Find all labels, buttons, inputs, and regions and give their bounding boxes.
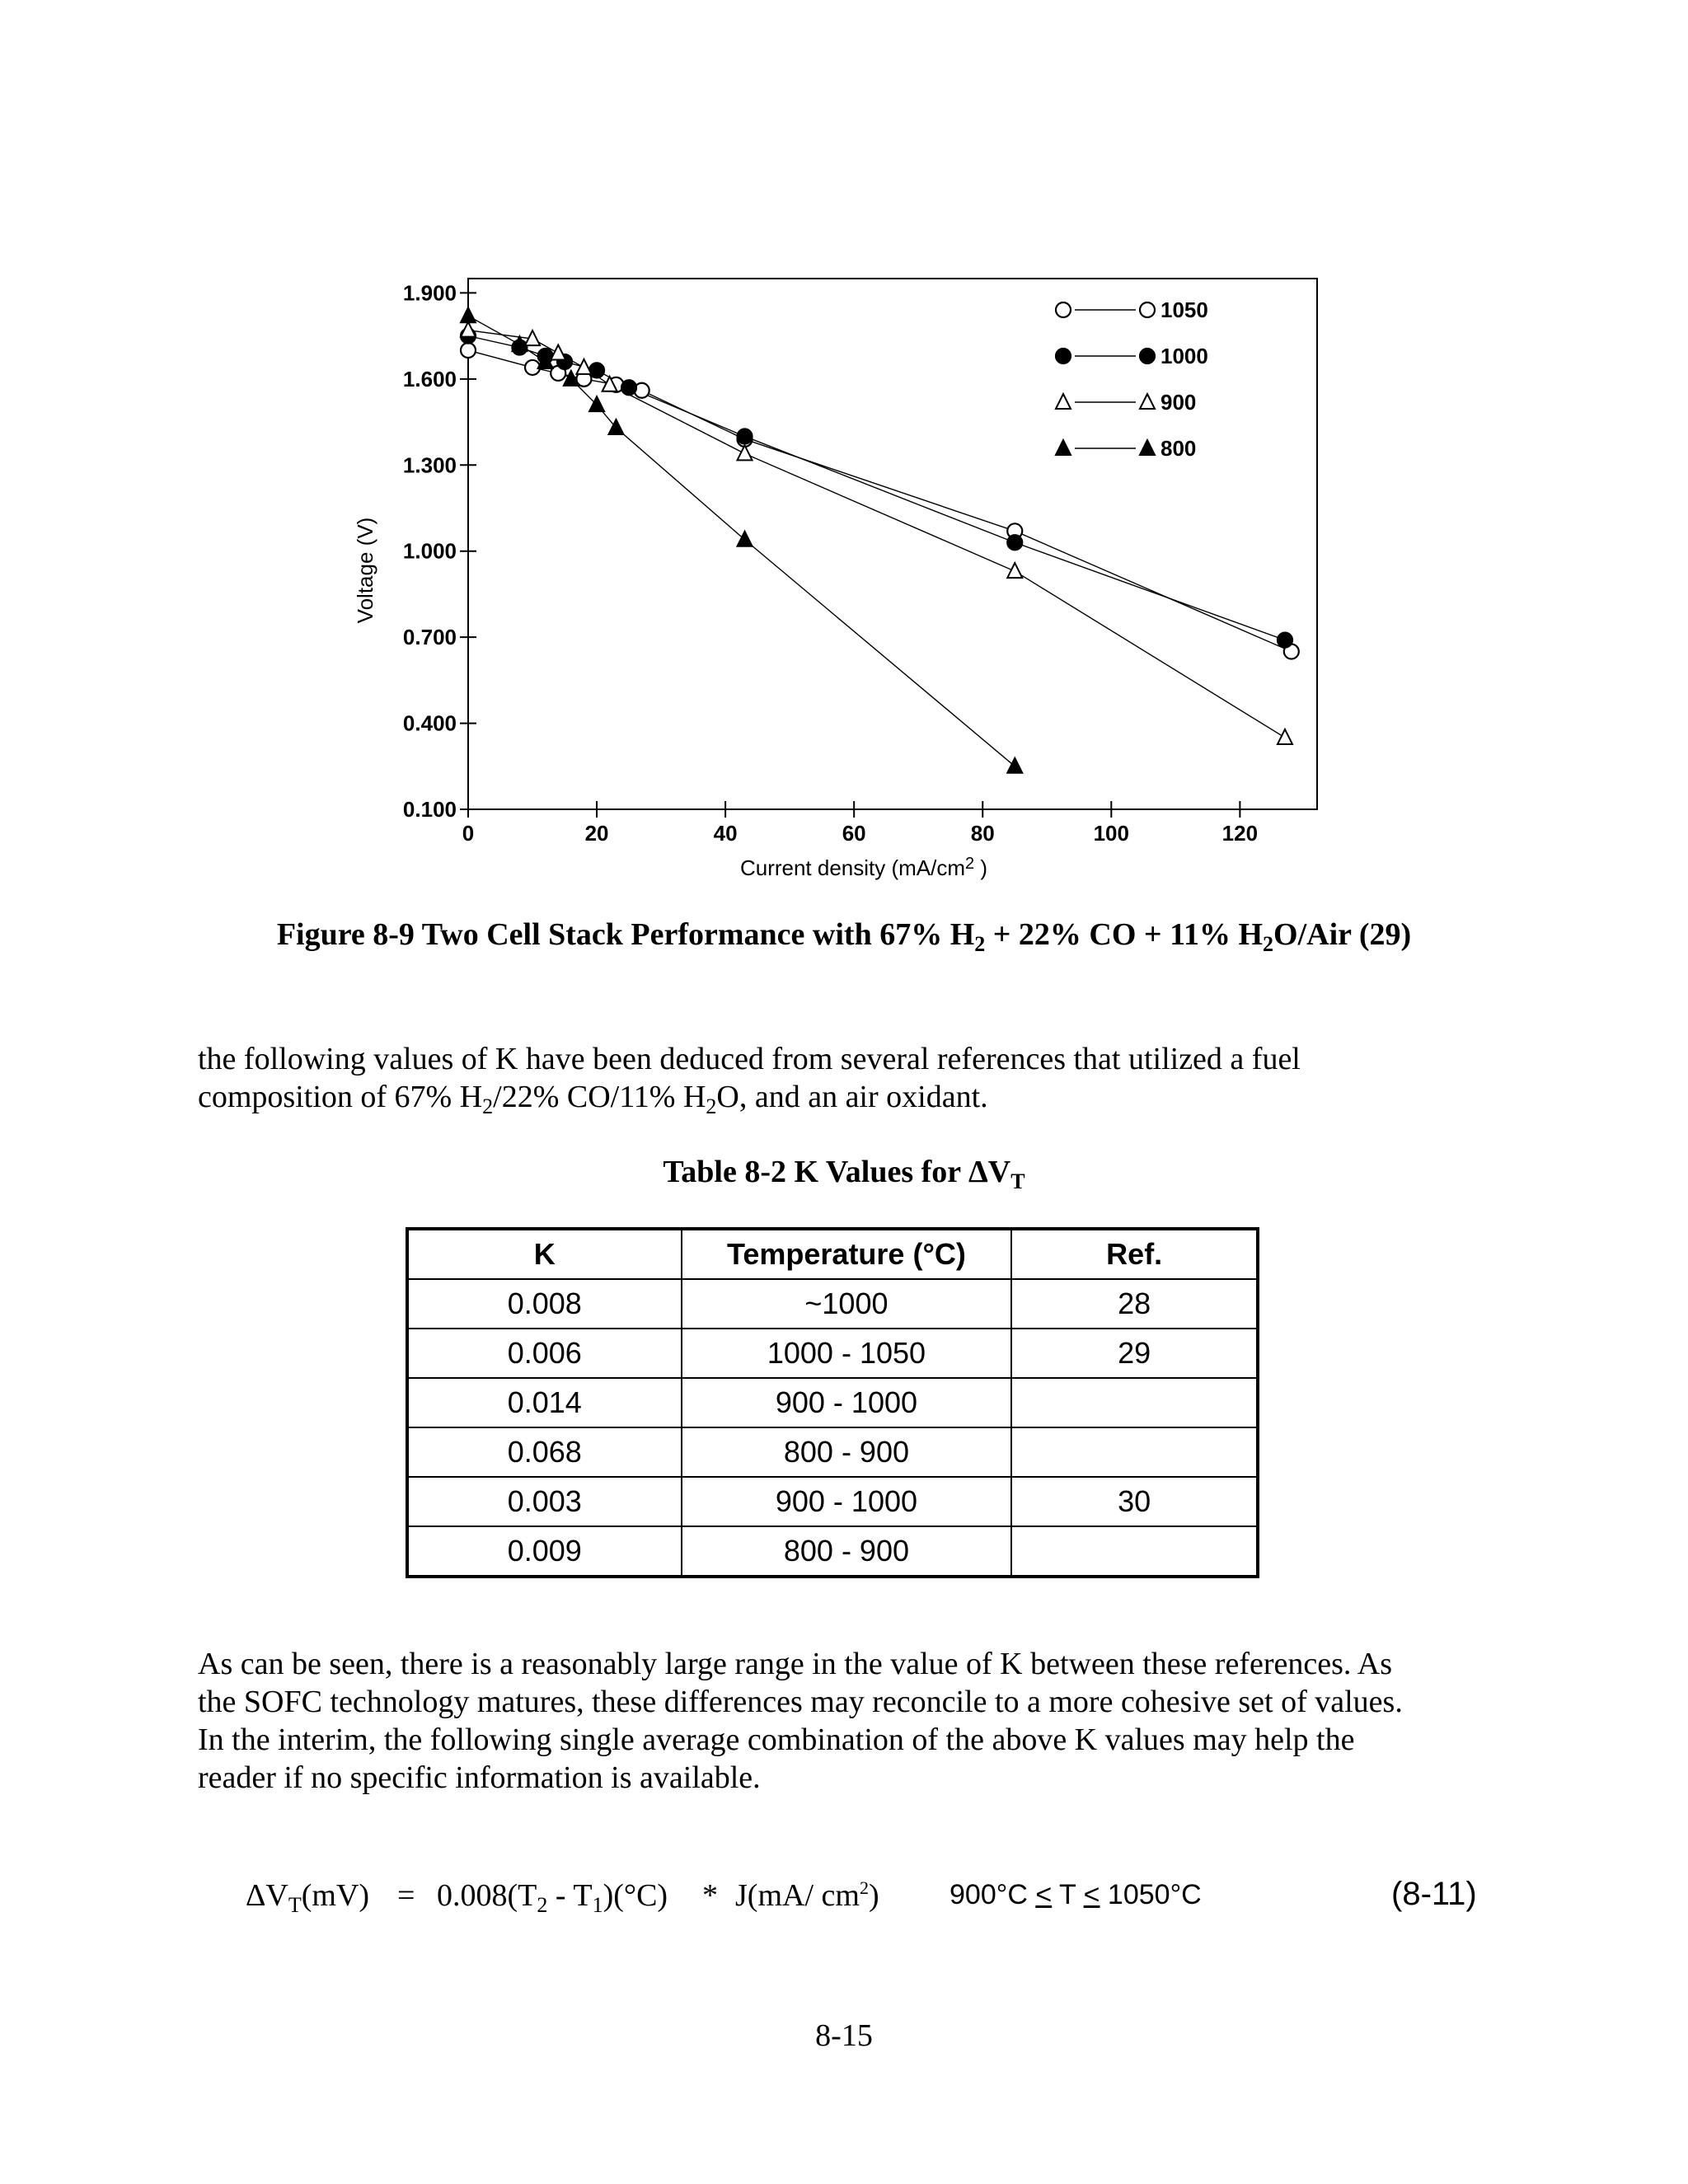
legend-label: 1000 [1160,344,1208,368]
x-tick-label: 0 [462,821,475,846]
legend-marker [1140,440,1155,455]
x-tick-label: 100 [1093,821,1129,846]
header-k: K [407,1229,682,1279]
table-row [407,1526,1258,1577]
cell-ref: 28 [1011,1279,1258,1329]
paragraph-line: In the interim, the following single average combination of the above K values may help the [198,1722,1355,1757]
data-point-1000 [1007,535,1022,550]
y-tick-label: 0.100 [402,797,457,822]
y-tick-label: 1.300 [402,452,457,478]
y-tick-label: 1.600 [402,366,457,391]
equation-lhs: $\Delta V_T(mV)$ [246,1878,370,1917]
chart-legend [1056,298,1208,461]
table-row [407,1378,1258,1427]
cell-temperature: 1000 - 1050 [682,1329,1012,1378]
paragraph-line: composition of 67% $H_2/22\%$ CO/11% $H_2O$, and an air oxidant. [198,1080,988,1118]
performance-chart [330,255,1343,898]
cell-k: 0.003 [407,1477,682,1526]
cell-temperature: 900 - 1000 [682,1378,1012,1427]
legend-marker [1056,349,1071,363]
cell-ref [1011,1427,1258,1477]
table-row [407,1279,1258,1329]
legend-marker [1056,394,1071,409]
cell-ref: 30 [1011,1477,1258,1526]
data-point-800 [738,532,753,546]
data-point-900 [1278,729,1292,744]
cell-temperature: 800 - 900 [682,1427,1012,1477]
x-tick-label: 40 [713,821,738,846]
y-tick-label: 0.400 [402,710,457,736]
y-axis-label: Voltage (V) [353,517,377,624]
figure-caption: Figure 8-9 Two Cell Stack Performance with 67% $H_2 + 22\%$ CO + 11% $H_2O$/Air (29) [276,917,1412,956]
x-axis-label: Current density ($mA/cm^2$ ) [739,855,988,880]
data-point-900 [1007,563,1022,578]
legend-label: 900 [1160,390,1197,415]
cell-k: 0.006 [407,1329,682,1378]
equation-temperature-range: 900°C < T < 1050°C [950,1879,1202,1910]
x-tick-label: 20 [584,821,609,846]
x-tick-label: 80 [970,821,995,846]
data-point-900 [461,322,476,337]
data-point-1000 [738,429,753,443]
table-row [407,1477,1258,1526]
cell-k: 0.014 [407,1378,682,1427]
equation-current: J(mA/ $cm^2$) [735,1877,879,1913]
table-row [407,1427,1258,1477]
paragraph-line: the following values of K have been deduced from several references that utilized a fuel [198,1042,1301,1076]
data-point-800 [1007,758,1022,773]
paragraph-line: As can be seen, there is a reasonably large range in the value of K between these references. As [198,1647,1393,1681]
paragraph-line: reader if no specific information is available. [198,1760,761,1795]
legend-marker [1140,302,1155,317]
cell-k: 0.009 [407,1526,682,1577]
equation-number: (8-11) [1391,1876,1477,1912]
paragraph-discussion [198,1645,1550,1797]
legend-label: 800 [1160,436,1197,461]
equation-rhs: $0.008(T_2 - T_1)(^\circ C)$ [437,1878,668,1917]
cell-ref [1011,1378,1258,1427]
paragraph-intro [198,1040,1550,1116]
table-caption: Table 8-2 K Values for $\Delta V_T$ [663,1155,1025,1193]
paragraph-line: the SOFC technology matures, these differences may reconcile to a more cohesive set of values. [198,1685,1403,1719]
cell-temperature: 800 - 900 [682,1526,1012,1577]
data-point-1050 [461,343,476,358]
equation-multiply: * [702,1878,718,1913]
y-tick-label: 1.000 [402,538,457,564]
data-point-900 [576,359,591,374]
x-tick-label: 60 [842,821,866,846]
series-markers [461,307,1299,773]
legend-label: 1050 [1160,298,1208,322]
legend-marker [1056,440,1071,455]
data-point-900 [551,345,565,360]
cell-temperature: ~1000 [682,1279,1012,1329]
data-point-1000 [621,380,636,395]
page-number: 8-15 [815,2018,873,2053]
cell-k: 0.008 [407,1279,682,1329]
y-tick-label: 1.900 [402,280,457,306]
k-values-table [406,1227,1259,1578]
header-ref: Ref. [1011,1229,1258,1279]
cell-ref: 29 [1011,1329,1258,1378]
series-lines [468,316,1292,766]
table-header-row [407,1229,1258,1279]
data-point-1000 [589,363,604,377]
y-tick-label: 0.700 [402,625,457,650]
cell-temperature: 900 - 1000 [682,1477,1012,1526]
legend-marker [1140,349,1155,363]
equation-equals: = [397,1878,415,1913]
legend-marker [1056,302,1071,317]
table-row [407,1329,1258,1378]
legend-marker [1140,394,1155,409]
x-tick-label: 120 [1221,821,1259,846]
data-point-900 [738,445,753,460]
cell-k: 0.068 [407,1427,682,1477]
header-temperature: Temperature (°C) [682,1229,1012,1279]
data-point-800 [461,307,476,322]
data-point-1000 [1278,633,1292,648]
cell-ref [1011,1526,1258,1577]
